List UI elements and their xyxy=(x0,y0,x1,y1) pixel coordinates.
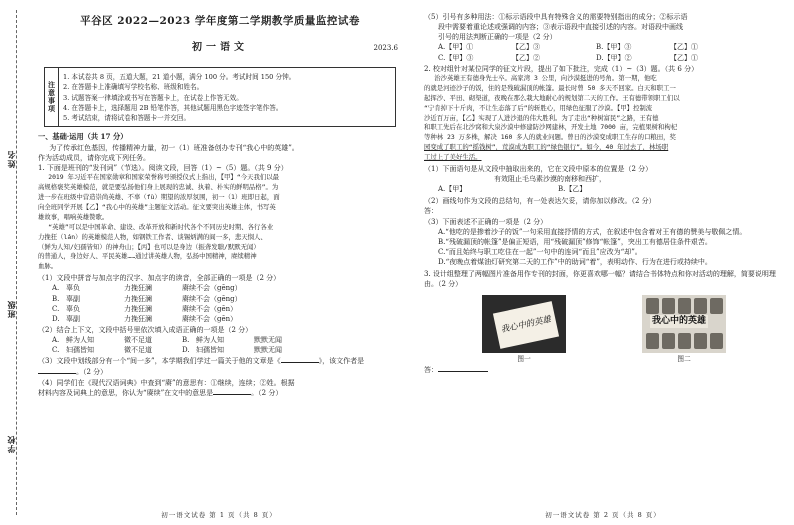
notice-item: 5. 考试结束，请将试卷和答题卡一并交回。 xyxy=(63,114,191,123)
answer-option[interactable]: D.“夜晚点着煤油灯研究第二天的工作”中的助词“着”，表明动作、行为在进行或持续中。 xyxy=(438,258,712,267)
answer-option[interactable]: B.“残破漏顶的帐篷”是偏正短语，用“残破漏顶”修饰“帐篷”，突出工有德居住条件艰苦。 xyxy=(438,238,712,247)
notice-item: 1. 本试卷共 8 页，五道大题，21 道小题，满分 100 分。考试时间 150 分钟。 xyxy=(63,73,296,82)
notice-item: 2. 在答题卡上准确填写学校名称、班级和姓名。 xyxy=(63,83,204,92)
notice-label: 注 意 事 项 xyxy=(45,68,59,126)
reading-passage: 治沙英雄王有德身先士卒。高家湾 3 公里，向沙漠挺进的号角。第一期，他吃 的就是河迹沙子的饭，住的是残破漏顶的帐篷。最长时曾 50 多天不回家。白天和职工一 起挥沙、平田、砌渠道，夜晚在那么栽大地耐心的规划第二天的工作。王有德带领职工们以 “宁肯掉下十斤肉，不让生态落了后”的斩胜心，用绿色征服了沙漠。【甲】控制流 沙近百万亩，【乙】实现了人进沙退的伟大胜利。为了走出“种树富民”之路，王有德 和职工先后在北沙窝和大泉沙漠中修建防沙网建林，开发土地 7000 亩，完植果树和枸杞 等种林 23 万多株，解决 160 多人的就业问题。曾日的沙漠变成职工生存的口粮田，奖 园变成了职工的“摇钱树”，荒漠成为职工的“绿色银行”。如今，40 年过去了，林场职 工过上了美好生活。 xyxy=(424,73,680,162)
answer-option-row[interactable]: A.【甲】 B.【乙】 xyxy=(438,185,587,194)
answer-option[interactable]: A.“他吃的是掺着沙子的饭”一句采用直接抒情的方式，在叙述中包含着对王有德的赞美与敬佩之情。 xyxy=(438,227,747,236)
name-field-label: 姓名 xyxy=(6,150,16,168)
task-heading: 2. 校对组针对某位同学的征文片段，提出了如下批注，完成（1）~（3）题。（共 6 分） xyxy=(424,64,699,73)
notice-items xyxy=(63,72,391,123)
answer-line[interactable]: 答： xyxy=(424,206,438,215)
page-footer: 初一语文试卷 第 1 页（共 8 页） xyxy=(161,510,277,519)
school-field-label: 学校 xyxy=(6,435,16,453)
answer-option[interactable]: D. 辜副 力挽狂澜 赓续不会（gēn） xyxy=(52,314,238,323)
poster-figures xyxy=(444,295,764,365)
task-heading: 3. 设计组整理了两幅图片准备用作专刊的封面，你更喜欢哪一幅？请结合书体特点和你对活动的理解，简要说明理由。（2 分） xyxy=(424,269,776,288)
reading-passage: 2019 年习近平在国家勋章和国家荣誉称号颁授仪式上指出，【甲】“今天我们以最 高规格褒奖英雄模范，就是要弘扬他们身上展现的忠诚、执着、朴实的鲜明品格”。为 进一步在班级中营造崇尚英雄、不辜（fù）期望的浓厚氛围，初一（1）班即日起，面 向全班同学开展【乙】“我心中的英雄”主题征文活动。征文要突出英雄主体，书写英 雄故事，唱响英雄赞歌。 “英雄”可以是中国革命、建设、改革开放和新时代各个不同历史时期、各行各业 力挽狂（lán）的英雄模范人物，如钢铁工作者、谈锡炳满的阎一多，悲天悯人、 （鲜为人知/妇孺皆知）的神舟山；【丙】也可以是身边（振聋发聩/默默无闻） 的普通人，身边好人、平民英雄……通过讲英雄人物，弘扬中国精神，赓续精神 血脉。 xyxy=(38,173,280,271)
answer-option[interactable]: B. 辜副 力挽狂澜 赓续不会（gēng） xyxy=(52,294,242,303)
question-text: （1）下面语句是从文段中抽取出来的，它在文段中原本的位置是（2 分） xyxy=(424,165,653,174)
exam-page-2 xyxy=(418,0,788,525)
intro-text: 为了传承红色基因，传播精神力量，初一（1）班准备创办专刊“我心中的英雄”。 xyxy=(49,143,299,152)
notice-box xyxy=(44,67,396,127)
question-text: （1）文段中拼音与加点字的汉字、加点字的读音，全部正确的一项是（2 分） xyxy=(38,274,281,283)
question-text: 引号的用法判断正确的一项是（2 分） xyxy=(438,33,557,42)
figure-2 xyxy=(642,295,726,365)
figure-caption: 图二 xyxy=(677,354,691,363)
answer-blank[interactable] xyxy=(281,362,319,363)
binding-margin xyxy=(0,0,28,525)
class-field-label: 班级 xyxy=(6,300,16,318)
task-heading: 1. 下面是班刊的“发刊词”（节选）。阅读文段，回答（1）~（5）题。（共 9 分） xyxy=(38,163,288,172)
subject-title: 初一语文 xyxy=(192,42,248,54)
exam-page-1 xyxy=(30,0,408,525)
page-footer: 初一语文试卷 第 2 页（共 8 页） xyxy=(545,510,661,519)
exam-title: 平谷区 2022—2023 学年度第二学期教学质量监控试卷 xyxy=(80,15,360,27)
answer-option[interactable]: C.“而且始终与职工吃住在一起”一句中的连词“而且”应改为“却”。 xyxy=(438,248,642,257)
calligraphy-poster-image xyxy=(482,295,566,353)
collage-title: 我心中的英雄 xyxy=(650,315,708,328)
question-text: （2）结合上下文，文段中括号里依次填入成语正确的一项是（2 分） xyxy=(38,326,253,334)
portrait-collage-image xyxy=(642,295,726,353)
question-text: （3）下面表述不正确的一项是（2 分） xyxy=(424,217,548,226)
answer-option-row[interactable]: A. 鲜为人知 微不足道 B. 鲜为人知 默默无闻 xyxy=(52,336,282,345)
question-text: 段中需要着重论述或强调的内容；③表示语段中直接引述的内容。对语段中画线 xyxy=(438,23,683,32)
question-text: （5）引号有多种用法：①标示语段中具有特殊含义的需要特别指出的成分；②标示语 xyxy=(424,13,688,21)
answer-option-row[interactable]: C.【甲】③ 【乙】② D.【甲】② 【乙】① xyxy=(438,53,698,62)
answer-blank[interactable] xyxy=(213,394,251,395)
subject-row xyxy=(38,41,402,63)
answer-blank[interactable] xyxy=(38,373,76,374)
answer-option-row[interactable]: A.【甲】① 【乙】③ B.【甲】③ 【乙】① xyxy=(438,43,698,52)
section-heading: 一、基础·运用（共 17 分） xyxy=(38,132,128,142)
question-text: 材料内容及词典上的意思，你认为“赓续”在文中的意思是 。（2 分） xyxy=(38,388,283,397)
exam-date: 2023.6 xyxy=(373,44,398,53)
question-text: （4）同学们在《现代汉语词典》中查到“赓”的意思有：①继续，连续；②姓。根据 xyxy=(38,378,295,387)
quoted-sentence: 有效阻止毛乌素沙漠的南移和西扩， xyxy=(494,175,606,184)
notice-item: 3. 试题答案一律填涂或书写在答题卡上，在试卷上作答无效。 xyxy=(63,93,243,102)
notice-item: 4. 在答题卡上，选择题用 2B 铅笔作答，其他试题用黑色字迹签字笔作答。 xyxy=(63,103,283,112)
calligraphy-text: 我心中的英雄 xyxy=(493,301,559,349)
figure-caption: 图一 xyxy=(517,354,531,363)
answer-option-row[interactable]: C. 妇孺皆知 微不足道 D. 妇孺皆知 默默无闻 xyxy=(52,346,282,355)
answer-line[interactable]: 答： xyxy=(424,365,784,375)
intro-text: 作为活动成员，请你完成下列任务。 xyxy=(38,153,150,162)
question-text: （3）文段中划线部分有一个“间一多”，本学期我们学过一篇关于他的文章是《 》，该文作者是。（2 分） xyxy=(38,357,365,376)
question-text: （2）画线句作为文段的总结句，有一处表达欠妥，请你加以修改。（2 分） xyxy=(424,196,656,205)
answer-option[interactable]: A. 辜负 力挽狂澜 赓续不会（gēng） xyxy=(52,284,242,293)
figure-1 xyxy=(482,295,566,365)
answer-option[interactable]: C. 辜负 力挽狂澜 赓续不会（gēn） xyxy=(52,304,238,313)
